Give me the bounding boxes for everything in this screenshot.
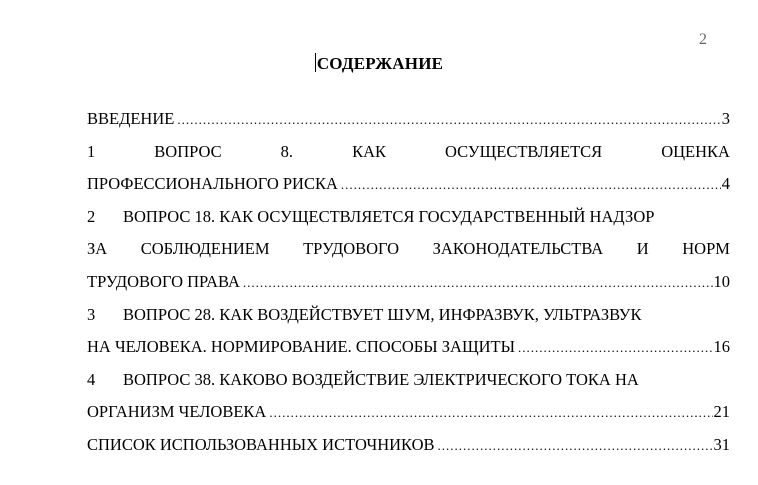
toc-entry-q2-line1[interactable]	[87, 201, 730, 234]
toc-entry-number: 4	[87, 369, 96, 389]
toc-entry-q1-line1[interactable]	[87, 136, 730, 169]
dot-leader	[243, 267, 713, 299]
toc-word: ВОПРОС	[154, 141, 222, 161]
toc-word: ЗАКОНОДАТЕЛЬСТВА	[432, 239, 604, 259]
toc-entry-text: ВОПРОС 28. КАК ВОЗДЕЙСТВУЕТ ШУМ, ИНФРАЗВУК, УЛЬТРАЗВУК	[123, 304, 642, 324]
toc-word: СОБЛЮДЕНИЕМ	[140, 239, 270, 259]
toc-entry-q2-line2[interactable]	[87, 233, 730, 266]
toc-entry-q2-line3[interactable]	[87, 266, 730, 299]
toc-word: 1	[87, 141, 96, 161]
dot-leader	[177, 104, 720, 136]
toc-page-number: 16	[713, 337, 730, 357]
toc-entry-q1-line2[interactable]	[87, 168, 730, 201]
toc-page-number: 31	[713, 434, 730, 454]
title-block	[0, 53, 758, 74]
toc-word: КАК	[352, 141, 386, 161]
toc-word: НОРМ	[682, 239, 730, 259]
toc-entry-intro[interactable]	[87, 103, 730, 136]
toc-word: ЗА	[87, 239, 108, 259]
toc-word: ОЦЕНКА	[661, 141, 730, 161]
toc-page-number: 4	[721, 174, 730, 194]
toc-word: ТРУДОВОГО	[303, 239, 400, 259]
table-of-contents	[87, 103, 730, 462]
toc-entry-text: СПИСОК ИСПОЛЬЗОВАННЫХ ИСТОЧНИКОВ	[87, 434, 435, 454]
dot-leader	[438, 430, 713, 462]
toc-entry-text: ОРГАНИЗМ ЧЕЛОВЕКА	[87, 402, 267, 422]
document-title[interactable]: СОДЕРЖАНИЕ	[316, 54, 444, 73]
toc-page-number: 3	[721, 109, 730, 128]
toc-entry-q3-line1[interactable]	[87, 299, 730, 332]
toc-entry-text: ВОПРОС 18. КАК ОСУЩЕСТВЛЯЕТСЯ ГОСУДАРСТВЕННЫЙ НАДЗОР	[123, 206, 655, 226]
toc-entry-text: ВОПРОС 38. КАКОВО ВОЗДЕЙСТВИЕ ЭЛЕКТРИЧЕСКОГО ТОКА НА	[123, 369, 639, 389]
toc-entry-sources[interactable]	[87, 429, 730, 462]
toc-entry-q3-line2[interactable]	[87, 331, 730, 364]
toc-entry-number: 3	[87, 304, 96, 324]
text-cursor	[315, 53, 316, 72]
page-number: 2	[699, 31, 707, 48]
dot-leader	[341, 169, 721, 201]
toc-word: И	[636, 239, 649, 259]
dot-leader	[269, 397, 712, 429]
toc-entry-text: ВВЕДЕНИЕ	[87, 109, 175, 128]
toc-entry-text: ТРУДОВОГО ПРАВА	[87, 271, 240, 291]
toc-word: ОСУЩЕСТВЛЯЕТСЯ	[445, 141, 603, 161]
toc-entry-text: НА ЧЕЛОВЕКА. НОРМИРОВАНИЕ. СПОСОБЫ ЗАЩИТЫ	[87, 337, 515, 357]
toc-entry-q4-line1[interactable]	[87, 364, 730, 397]
dot-leader	[518, 332, 713, 364]
toc-page-number: 10	[713, 271, 730, 291]
toc-entry-number: 2	[87, 206, 96, 226]
toc-entry-text: ПРОФЕССИОНАЛЬНОГО РИСКА	[87, 174, 338, 194]
toc-page-number: 21	[713, 402, 730, 422]
toc-word: 8.	[280, 141, 294, 161]
toc-entry-q4-line2[interactable]	[87, 396, 730, 429]
